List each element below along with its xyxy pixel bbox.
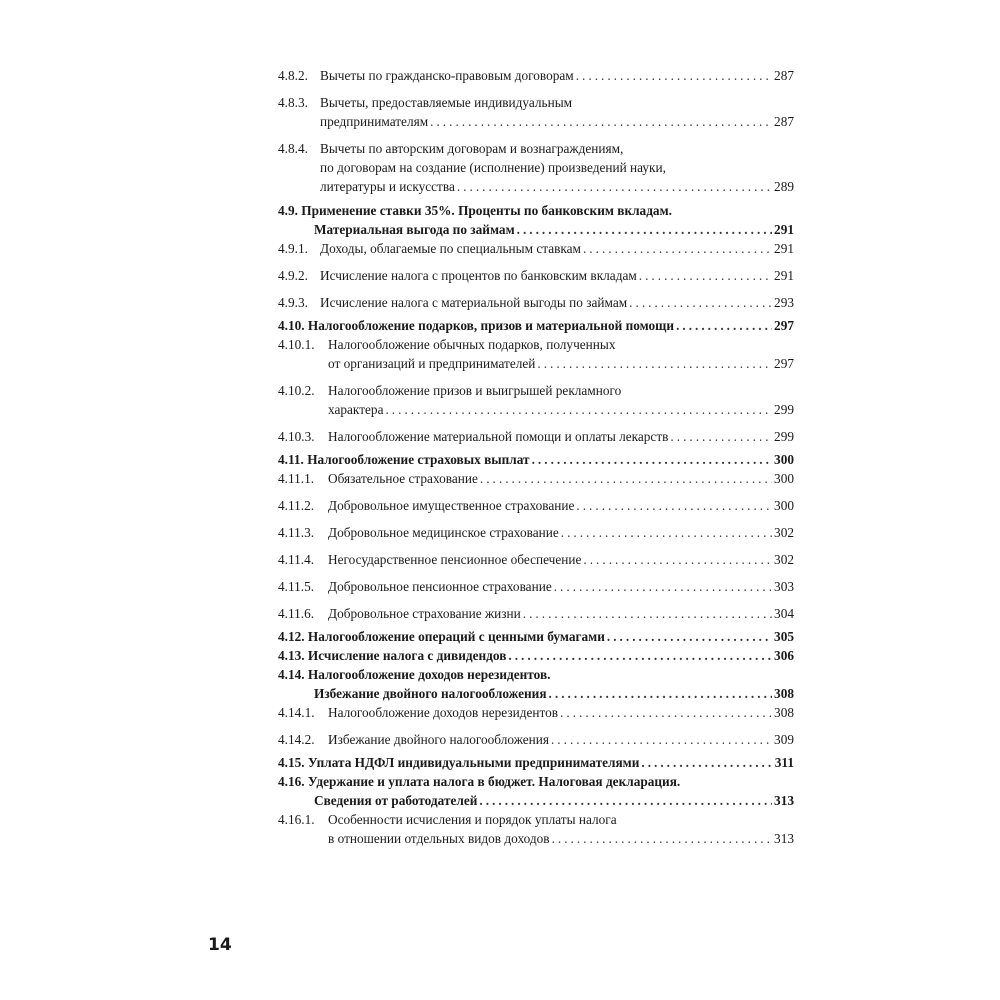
toc-entry[interactable] [278, 604, 794, 623]
toc-entry-title: Обязательное страхование [328, 471, 478, 486]
toc-entry-title: литературы и искусства [320, 179, 455, 194]
toc-entry[interactable] [278, 550, 794, 569]
toc-entry-title: Избежание двойного налогообложения [314, 686, 547, 701]
leader-dots [629, 293, 772, 312]
leader-dots [576, 496, 772, 515]
toc-entry-page: 297 [774, 356, 794, 371]
leader-dots [670, 427, 772, 446]
toc-entry-page: 302 [774, 525, 794, 540]
toc-entry-page: 300 [774, 498, 794, 513]
toc-entry-title: Доходы, облагаемые по специальным ставкам [320, 241, 581, 256]
toc-entry-page: 305 [774, 629, 794, 644]
leader-dots [523, 604, 772, 623]
toc-entry[interactable] [278, 293, 794, 312]
toc-entry-page: 311 [774, 755, 794, 770]
leader-dots [554, 577, 772, 596]
toc-entry[interactable] [278, 772, 794, 810]
toc-entry-title-line: Применение ставки 35%. Проценты по банковским вкладам. [301, 203, 672, 218]
toc-entry[interactable] [278, 427, 794, 446]
toc-entry-title: в отношении отдельных видов доходов [328, 831, 550, 846]
leader-dots [583, 550, 772, 569]
toc-entry-title: Добровольное имущественное страхование [328, 498, 575, 513]
toc-entry[interactable] [278, 665, 794, 703]
toc-entry-number: 4.15. [278, 755, 305, 770]
toc-entry-title: Налогообложение операций с ценными бумагами [307, 629, 605, 644]
toc-entry-page: 299 [774, 402, 794, 417]
leader-dots [676, 316, 772, 335]
toc-entry-title-line: Налогообложение призов и выигрышей рекламного [328, 383, 622, 398]
toc-entry[interactable] [278, 450, 794, 469]
toc-entry-title: Налогообложение подарков, призов и материальной помощи [307, 318, 675, 333]
toc-entry-number: 4.11.1. [278, 471, 315, 486]
toc-entry-page: 308 [774, 686, 794, 701]
leader-dots [480, 469, 772, 488]
toc-entry-title-line: Налогообложение обычных подарков, полученных [328, 337, 616, 352]
toc-entry-number: 4.10. [278, 318, 305, 333]
toc-entry-title-line: Вычеты, предоставляемые индивидуальным [320, 95, 573, 110]
leader-dots [457, 177, 772, 196]
toc-entry-title-line: Вычеты по авторским договорам и вознаграждениям, [320, 141, 624, 156]
toc-entry-page: 313 [774, 831, 794, 846]
toc-entry-title: Налогообложение доходов нерезидентов [328, 705, 559, 720]
toc-entry-number: 4.16.1. [278, 812, 315, 827]
toc-entry[interactable] [278, 753, 794, 772]
toc-entry-number: 4.10.1. [278, 337, 315, 352]
toc-entry[interactable] [278, 703, 794, 722]
leader-dots [532, 450, 772, 469]
toc-entry-title-line: Особенности исчисления и порядок уплаты налога [328, 812, 617, 827]
toc-entry-title: Исчисление налога с материальной выгоды по займам [320, 295, 628, 310]
toc-entry-page: 309 [774, 732, 794, 747]
toc-entry-title: Добровольное страхование жизни [328, 606, 521, 621]
toc-entry-page: 308 [774, 705, 794, 720]
toc-entry-title: Избежание двойного налогообложения [328, 732, 549, 747]
toc-entry[interactable] [278, 496, 794, 515]
toc-entry-number: 4.11.6. [278, 606, 315, 621]
toc-entry-page: 291 [774, 222, 794, 237]
toc-entry-page: 306 [774, 648, 794, 663]
toc-entry[interactable] [278, 381, 794, 419]
toc-entry-number: 4.14.2. [278, 732, 315, 747]
toc-entry-title: Материальная выгода по займам [314, 222, 515, 237]
toc-entry-page: 313 [774, 793, 794, 808]
toc-entry[interactable] [278, 335, 794, 373]
leader-dots [583, 239, 772, 258]
toc-entry[interactable] [278, 239, 794, 258]
toc-entry-number: 4.10.3. [278, 429, 315, 444]
toc-entry[interactable] [278, 201, 794, 239]
toc-entry-page: 289 [774, 179, 794, 194]
toc-entry-page: 293 [774, 295, 794, 310]
toc-entry[interactable] [278, 646, 794, 665]
toc-entry-title: Налогообложение материальной помощи и оплаты лекарств [328, 429, 669, 444]
toc-entry-number: 4.11.4. [278, 552, 315, 567]
toc-entry-page: 287 [774, 114, 794, 129]
toc-entry-number: 4.11.5. [278, 579, 315, 594]
toc-entry-title: характера [328, 402, 384, 417]
toc-entry[interactable] [278, 469, 794, 488]
toc-entry[interactable] [278, 66, 794, 85]
toc-entry[interactable] [278, 810, 794, 848]
leader-dots [537, 354, 772, 373]
toc-entry[interactable] [278, 523, 794, 542]
toc-entry-title-line: Налогообложение доходов нерезидентов. [307, 667, 551, 682]
toc-entry-page: 291 [774, 241, 794, 256]
leader-dots [607, 627, 772, 646]
table-of-contents [278, 66, 794, 848]
toc-entry-number: 4.14. [278, 667, 305, 682]
toc-entry-number: 4.9.2. [278, 268, 308, 283]
toc-entry-number: 4.9.1. [278, 241, 308, 256]
toc-entry-page: 297 [774, 318, 794, 333]
toc-entry-title: Негосударственное пенсионное обеспечение [328, 552, 582, 567]
toc-entry-title: предпринимателям [320, 114, 429, 129]
toc-entry-title: Добровольное медицинское страхование [328, 525, 559, 540]
toc-entry-page: 300 [774, 471, 794, 486]
toc-entry-title-line: по договорам на создание (исполнение) произведений науки, [320, 160, 666, 175]
leader-dots [479, 791, 772, 810]
toc-entry-number: 4.9.3. [278, 295, 308, 310]
toc-entry-number: 4.11. [278, 452, 304, 467]
leader-dots [430, 112, 772, 131]
toc-entry-number: 4.13. [278, 648, 305, 663]
toc-entry-page: 287 [774, 68, 794, 83]
toc-entry[interactable] [278, 139, 794, 196]
toc-entry[interactable] [278, 266, 794, 285]
leader-dots [576, 66, 772, 85]
toc-entry-title: Уплата НДФЛ индивидуальными предпринимателями [307, 755, 640, 770]
toc-entry-number: 4.12. [278, 629, 305, 644]
toc-entry-number: 4.11.2. [278, 498, 315, 513]
toc-entry-title: Сведения от работодателей [314, 793, 478, 808]
toc-entry-title: Добровольное пенсионное страхование [328, 579, 552, 594]
toc-entry-page: 304 [774, 606, 794, 621]
toc-entry[interactable] [278, 627, 794, 646]
toc-entry[interactable] [278, 93, 794, 131]
leader-dots [560, 703, 772, 722]
toc-entry-title: Исчисление налога с дивидендов [307, 648, 507, 663]
toc-entry-number: 4.14.1. [278, 705, 315, 720]
leader-dots [552, 829, 772, 848]
leader-dots [639, 266, 772, 285]
leader-dots [508, 646, 772, 665]
leader-dots [561, 523, 772, 542]
toc-entry[interactable] [278, 577, 794, 596]
toc-entry-page: 299 [774, 429, 794, 444]
leader-dots [385, 400, 772, 419]
toc-entry-number: 4.8.4. [278, 141, 308, 156]
toc-entry-number: 4.9. [278, 203, 298, 218]
toc-entry-page: 303 [774, 579, 794, 594]
toc-entry-title-line: Удержание и уплата налога в бюджет. Налоговая декларация. [307, 774, 681, 789]
toc-entry-title: Исчисление налога с процентов по банковским вкладам [320, 268, 637, 283]
toc-entry[interactable] [278, 316, 794, 335]
toc-entry-number: 4.8.3. [278, 95, 308, 110]
toc-entry-title: от организаций и предпринимателей [328, 356, 536, 371]
toc-entry-number: 4.10.2. [278, 383, 315, 398]
toc-entry[interactable] [278, 730, 794, 749]
toc-entry-page: 302 [774, 552, 794, 567]
toc-entry-page: 291 [774, 268, 794, 283]
toc-entry-title: Налогообложение страховых выплат [307, 452, 530, 467]
leader-dots [551, 730, 772, 749]
toc-entry-number: 4.8.2. [278, 68, 308, 83]
page-number: 14 [208, 935, 232, 955]
leader-dots [549, 684, 773, 703]
toc-entry-number: 4.16. [278, 774, 305, 789]
toc-entry-number: 4.11.3. [278, 525, 315, 540]
leader-dots [517, 220, 772, 239]
toc-entry-page: 300 [774, 452, 794, 467]
toc-entry-title: Вычеты по гражданско-правовым договорам [320, 68, 574, 83]
leader-dots [641, 753, 772, 772]
